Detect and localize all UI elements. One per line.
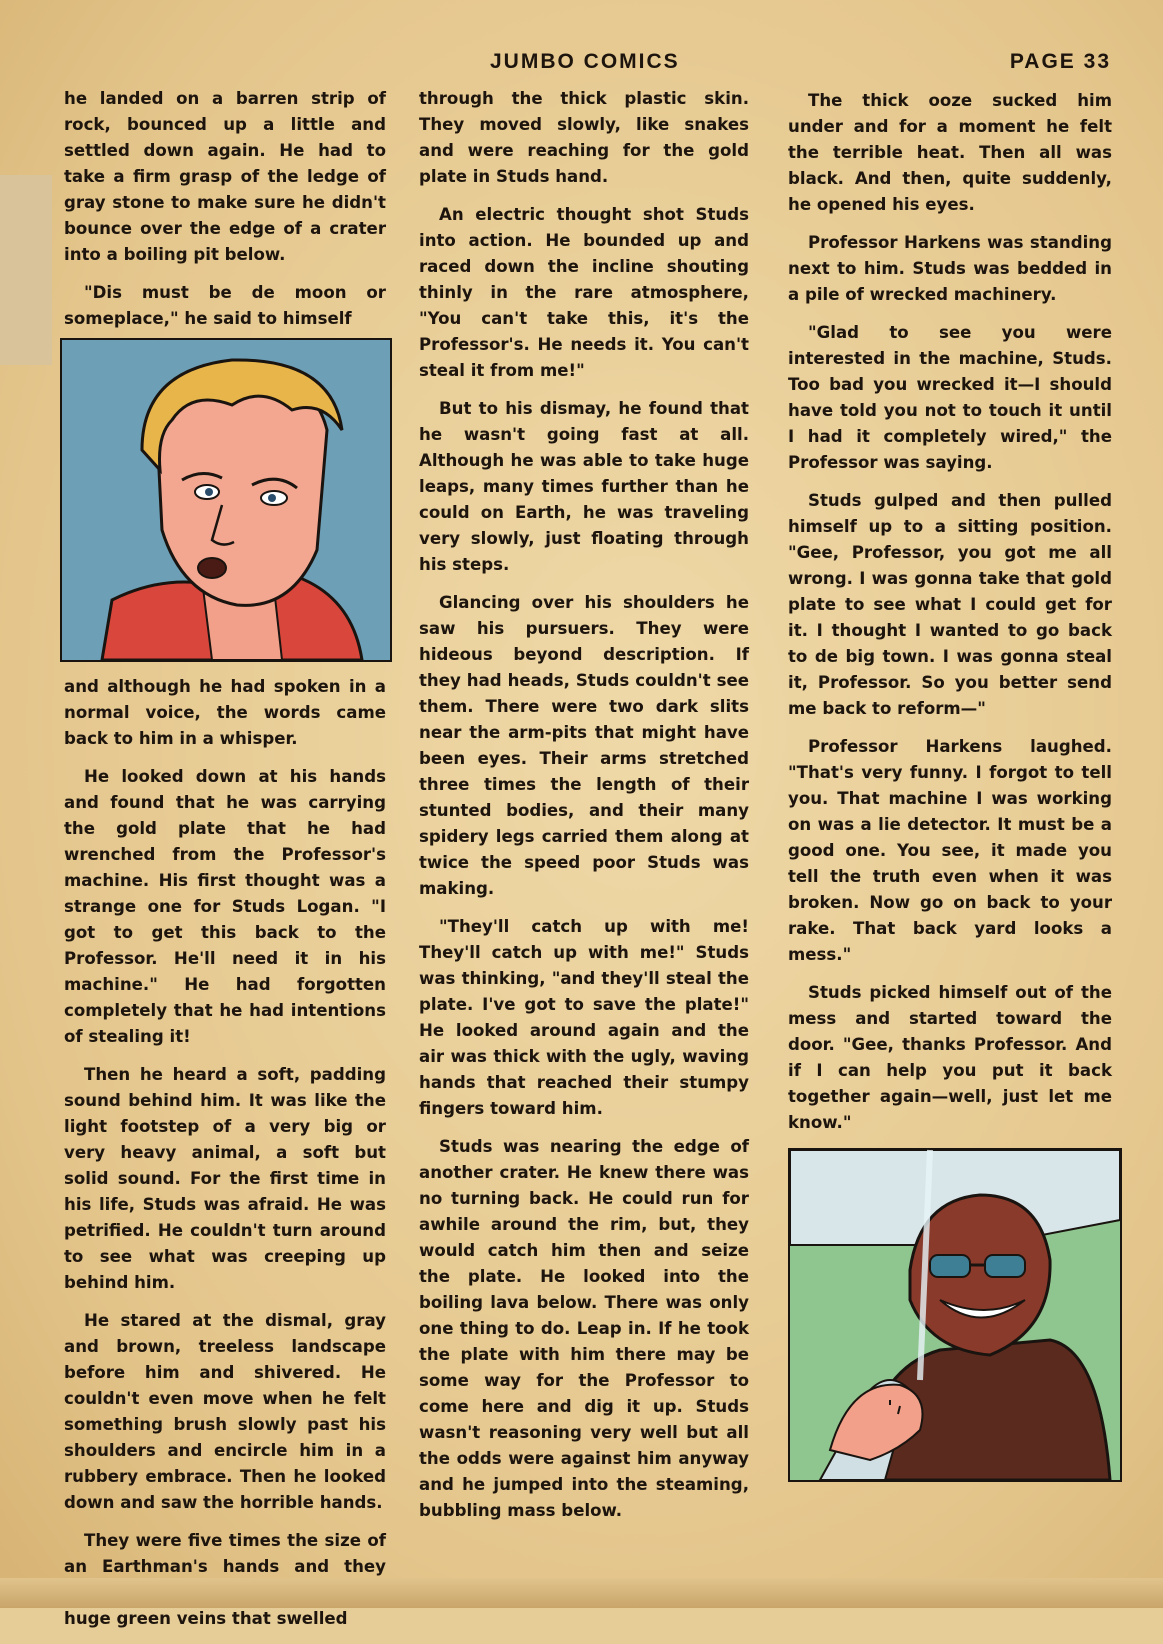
paragraph: "Dis must be de moon or someplace," he said to himself [64,283,386,328]
text-column-2 [419,86,749,1536]
magazine-title: JUMBO COMICS [490,50,680,73]
paragraph: "They'll catch up with me! They'll catch up with me!" Studs was thinking, "and they'll steal the plate. I've got to save the plate!" He looked around again and the air was thick with the ugly, waving hands that reached their stumpy fingers toward him. [419,917,749,1118]
torn-paper-edge [0,175,52,365]
paragraph: But to his dismay, he found that he wasn't going fast at all. Although he was able to take huge leaps, many times further than he could on Earth, he was traveling very slowly, just floating through his steps. [419,399,749,574]
studs-face-illustration [62,340,390,660]
paragraph: and although he had spoken in a normal voice, the words came back to him in a whisper. [64,677,386,748]
paragraph: Professor Harkens laughed. "That's very funny. I forgot to tell you. That machine I was working on was a lie detector. It must be a good one. You see, it made you tell the truth even when it was broken. Now go on back to your rake. That back yard looks a mess." [788,737,1112,964]
text-column-3 [788,88,1112,1494]
paragraph: Glancing over his shoulders he saw his pursuers. They were hideous beyond description. If they had heads, Studs couldn't see them. There were two dark slits near the arm-pits that might have been eyes. Their arms stretched three times the length of their stunted bodies, and their many spidery legs carried them along at twice the speed poor Studs was making. [419,593,749,898]
text-column-1 [64,86,386,1644]
paragraph: The thick ooze sucked him under and for a moment he felt the terrible heat. Then all was black. And then, quite suddenly, he opened his eyes. [788,91,1112,214]
paragraph: He looked down at his hands and found that he was carrying the gold plate that he had wrenched from the Professor's machine. His first thought was a strange one for Studs Logan. "I got to get this back to the Professor. He'll need it in his machine." He had forgotten completely that he had intentions of stealing it! [64,767,386,1046]
paragraph: Then he heard a soft, padding sound behind him. It was like the light footstep of a very big or very heavy animal, a soft but solid sound. For the first time in his life, Studs was afraid. He was petrified. He couldn't turn around to see what was creeping up behind him. [64,1065,386,1292]
professor-illustration [790,1150,1120,1480]
paragraph: They were five times the size of an Earthman's hands and they huge green veins that swelled [64,1531,386,1628]
paragraph: through the thick plastic skin. They moved slowly, like snakes and were reaching for the gold plate in Studs hand. [419,89,749,186]
paragraph: Studs was nearing the edge of another crater. He knew there was no turning back. He could run for awhile around the rim, but, they would catch him then and seize the plate. He looked into the boiling lava below. There was only one thing to do. Leap in. If he took the plate with him there may be some way for the Professor to come here and dig it up. Studs wasn't reasoning very well but all the odds were against him anyway and he jumped into the steaming, bubbling mass below. [419,1137,749,1520]
professor-panel [788,1148,1122,1482]
paragraph: "Glad to see you were interested in the machine, Studs. Too bad you wrecked it—I should have told you not to touch it until I had it completely wired," the Professor was saying. [788,323,1112,472]
page-header [0,50,1163,84]
paragraph: Studs gulped and then pulled himself up to a sitting position. "Gee, Professor, you got me all wrong. I was gonna take that gold plate to see what I could get for it. I thought I wanted to go back to de big town. I was gonna steal it, Professor. So you better send me back to reform—" [788,491,1112,718]
paragraph: He stared at the dismal, gray and brown, treeless landscape before him and shivered. He couldn't even move when he felt something brush slowly past his shoulders and encircle him in a rubbery embrace. Then he looked down and saw the horrible hands. [64,1311,386,1512]
paragraph: An electric thought shot Studs into action. He bounded up and raced down the incline shouting thinly in the rare atmosphere, "You can't take this, it's the Professor's. He needs it. You can't steal it from me!" [419,205,749,380]
page-bottom-edge [0,1578,1163,1608]
paragraph: Professor Harkens was standing next to him. Studs was bedded in a pile of wrecked machinery. [788,233,1112,304]
studs-portrait-panel [60,338,392,662]
paragraph: he landed on a barren strip of rock, bounced up a little and settled down again. He had to take a firm grasp of the ledge of gray stone to make sure he didn't bounce over the edge of a crater into a boiling pit below. [64,89,386,264]
page-number: PAGE 33 [1009,50,1111,73]
paragraph: Studs picked himself out of the mess and started toward the door. "Gee, thanks Professor. And if I can help you put it back together again—well, just let me know." [788,983,1112,1132]
